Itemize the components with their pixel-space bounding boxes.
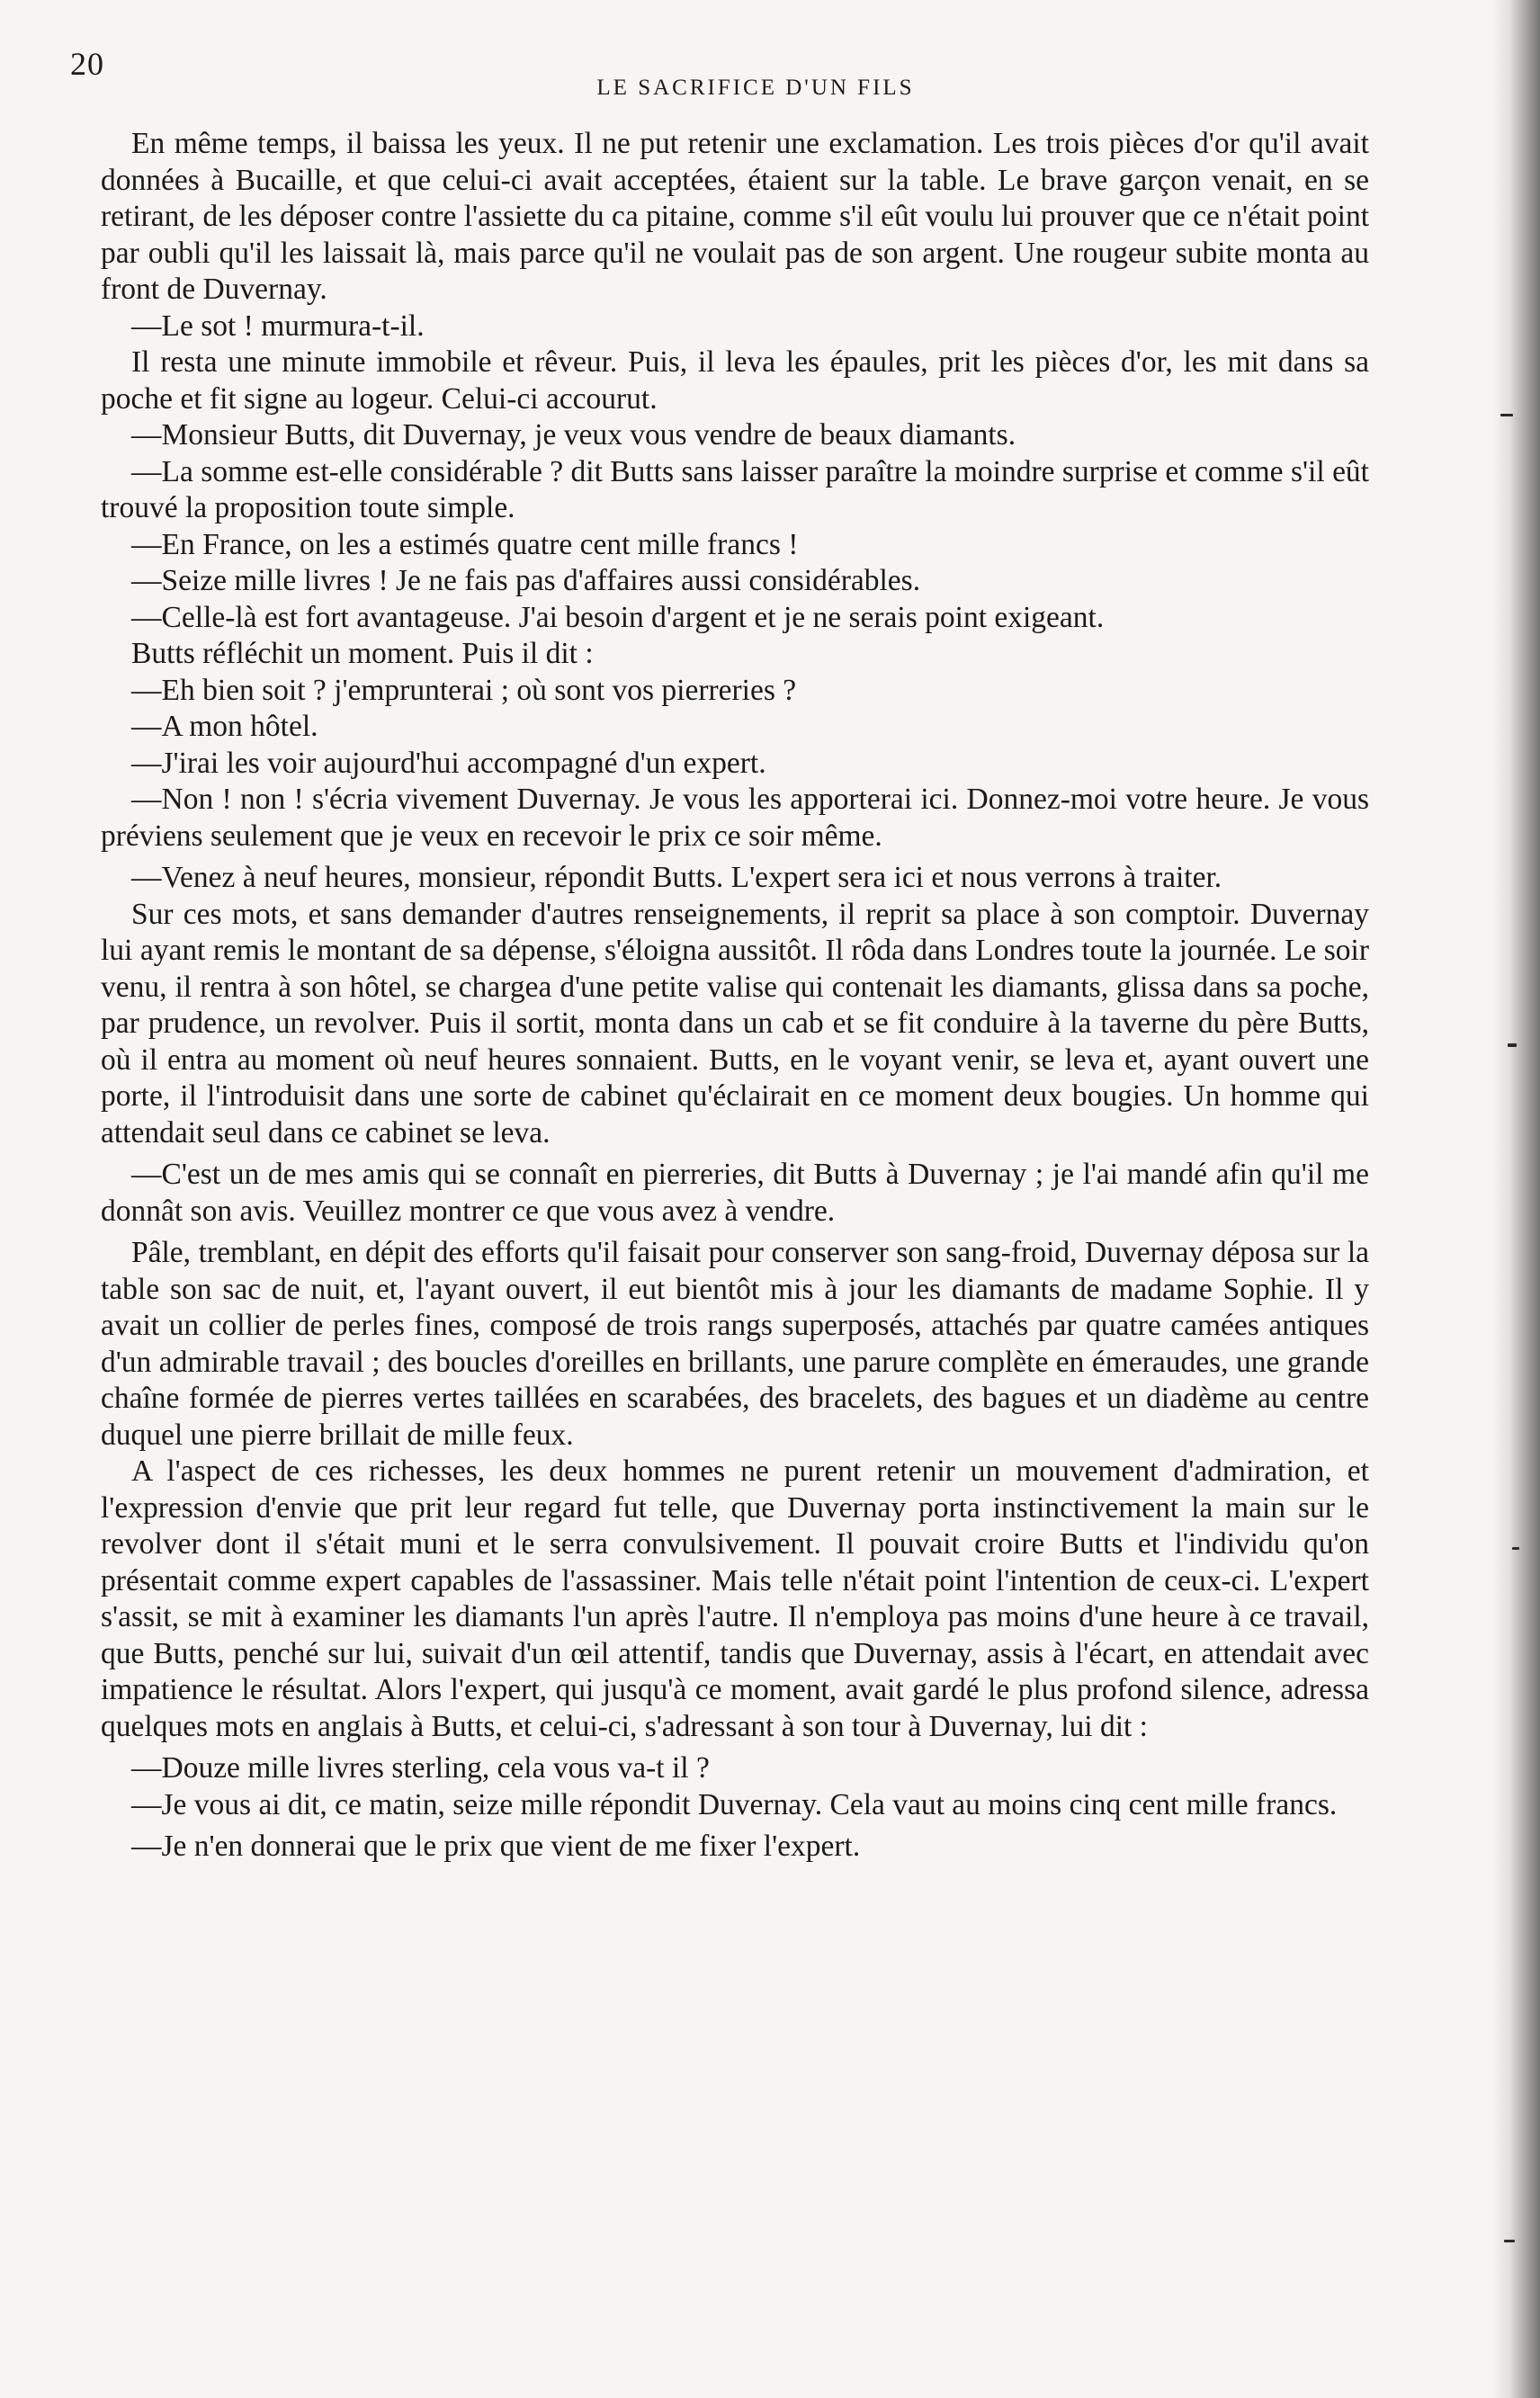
paragraph: —Douze mille livres sterling, cela vous va-t il ? [131, 1751, 710, 1785]
paragraph: —Non ! non ! s'écria vivement Duvernay. Je vous les apporterai ici. Donnez-moi votre heure. Je vous préviens seulement que je veux en recevoir le prix ce soir même. [101, 783, 1369, 853]
paragraph: —Je vous ai dit, ce matin, seize mille répondit Duvernay. Cela vaut au moins cinq cent mille francs. [131, 1787, 1338, 1821]
paragraph: En même temps, il baissa les yeux. Il ne put retenir une exclamation. Les trois pièces d'or qu'il avait données à Bucaille, et que celui-ci avait acceptées, étaient sur la table. Le brave garçon venait, en se retirant, de les déposer contre l'assiette du ca pitaine, comme s'il eût voulu lui prouver que ce n'était point par oubli qu'il les laissait là, mais parce qu'il ne voulait pas de son argent. Une rougeur subite monta au front de Duvernay. [101, 127, 1369, 306]
paragraph: —C'est un de mes amis qui se connaît en pierreries, dit Butts à Duvernay ; je l'ai mandé afin qu'il me donnât son avis. Veuillez montrer ce que vous avez à vendre. [101, 1158, 1369, 1228]
paragraph: —En France, on les a estimés quatre cent mille francs ! [131, 527, 799, 561]
scan-speck [1500, 414, 1513, 416]
paragraph: —Seize mille livres ! Je ne fais pas d'affaires aussi considérables. [131, 564, 921, 597]
paragraph: A l'aspect de ces richesses, les deux hommes ne purent retenir un mouvement d'admiration, et l'expression d'envie que prit leur regard fut telle, que Duvernay porta instinctivement la main sur le revolver dont il s'était muni et le serra convulsivement. Il pouvait croire Butts et l'individu qu'on présentait comme expert capables de l'assassiner. Mais telle n'était point l'intention de ceux-ci. L'expert s'assit, se mit à examiner les diamants l'un après l'autre. Il n'employa pas moins d'une heure à ce travail, que Butts, penché sur lui, suivait d'un œil attentif, tandis que Duvernay, assis à l'écart, en attendait avec impatience le résultat. Alors l'expert, qui jusqu'à ce moment, avait gardé le plus profond silence, adressa quelques mots en anglais à Butts, et celui-ci, s'adressant à son tour à Duvernay, lui dit : [101, 1454, 1369, 1743]
paragraph: —Venez à neuf heures, monsieur, répondit Butts. L'expert sera ici et nous verrons à traiter. [131, 861, 1222, 894]
paragraph: Pâle, tremblant, en dépit des efforts qu'il faisait pour conserver son sang-froid, Duvernay déposa sur la table son sac de nuit, et, l'ayant ouvert, il eut bientôt mis à jour les diamants de madame Sophie. Il y avait un collier de perles fines, composé de trois rangs superposés, attachés par quatre camées antiques d'un admirable travail ; des boucles d'oreilles en brillants, une parure complète en émeraudes, une grande chaîne formée de pierres vertes taillées en scarabées, des bracelets, des bagues et un diadème au centre duquel une pierre brillait de mille feux. [101, 1236, 1369, 1452]
paragraph: —Eh bien soit ? j'emprunterai ; où sont vos pierreries ? [131, 673, 797, 707]
paragraph: —La somme est-elle considérable ? dit Butts sans laisser paraître la moindre surprise et comme s'il eût trouvé la proposition toute simple. [101, 454, 1369, 524]
paragraph: —Celle-là est fort avantageuse. J'ai besoin d'argent et je ne serais point exigeant. [131, 600, 1105, 634]
body-text [101, 126, 1369, 1866]
paragraph: —Je n'en donnerai que le prix que vient de me fixer l'expert. [131, 1830, 861, 1863]
running-title: LE SACRIFICE D'UN FILS [596, 76, 915, 100]
paragraph: Sur ces mots, et sans demander d'autres renseignements, il reprit sa place à son comptoir. Duvernay lui ayant remis le montant de sa dépense, s'éloigna aussitôt. Il rôda dans Londres toute la journée. Le soir venu, il rentra à son hôtel, se chargea d'une petite valise qui contenait les diamants, glissa dans sa poche, par prudence, un revolver. Puis il sortit, monta dans un cab et se fit conduire à la taverne du père Butts, où il entra au moment où neuf heures sonnaient. Butts, en le voyant venir, se leva et, ayant ouvert une porte, il l'introduisit dans une sorte de cabinet qu'éclairait en ce moment deux bougies. Un homme qui attendait seul dans ce cabinet se leva. [101, 897, 1369, 1150]
scan-speck [1504, 2240, 1515, 2242]
paragraph: —J'irai les voir aujourd'hui accompagné d'un expert. [131, 746, 766, 780]
page-number: 20 [70, 46, 104, 82]
scan-speck [1508, 1043, 1517, 1047]
paragraph: Il resta une minute immobile et rêveur. Puis, il leva les épaules, prit les pièces d'or, les mit dans sa poche et fit signe au logeur. Celui-ci accourut. [101, 345, 1369, 416]
paragraph: —Monsieur Butts, dit Duvernay, je veux vous vendre de beaux diamants. [131, 418, 1016, 452]
scan-edge-shadow [1493, 0, 1540, 2398]
paragraph: Butts réfléchit un moment. Puis il dit : [131, 637, 594, 670]
paragraph: —A mon hôtel. [131, 710, 318, 743]
scan-speck [1512, 1547, 1519, 1550]
paragraph: —Le sot ! murmura-t-il. [131, 309, 425, 343]
